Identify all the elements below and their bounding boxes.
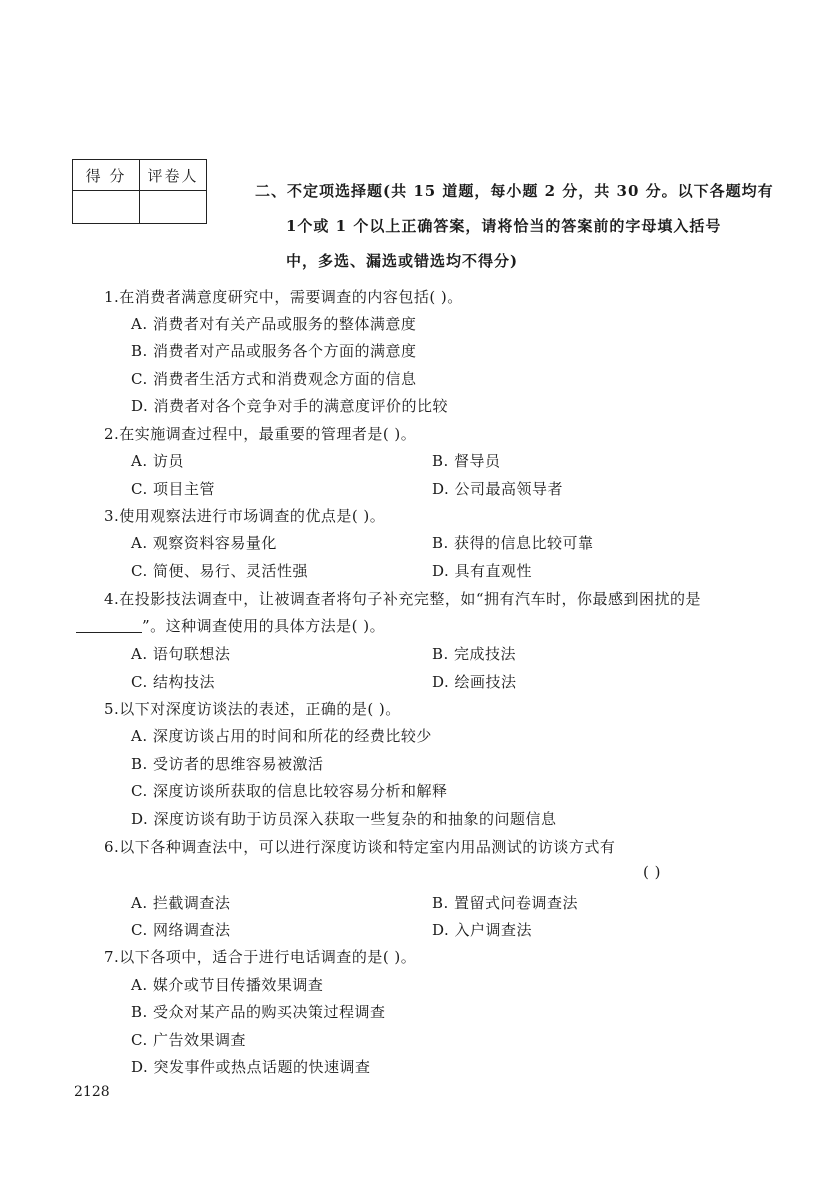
- question-1-option-a: A. 消费者对有关产品或服务的整体满意度: [131, 315, 417, 333]
- question-4-option-b: B. 完成技法: [432, 645, 517, 663]
- score-table: [72, 159, 207, 224]
- score-label: 得 分: [73, 160, 140, 191]
- question-6-option-d: D. 入户调查法: [432, 921, 533, 939]
- question-5-option-c: C. 深度访谈所获取的信息比较容易分析和解释: [131, 782, 448, 800]
- question-4-stem: 4.在投影技法调查中，让被调查者将句子补充完整，如“拥有汽车时，你最感到困扰的是: [104, 590, 701, 608]
- question-7-option-c: C. 广告效果调查: [131, 1031, 246, 1049]
- question-5-option-a: A. 深度访谈占用的时间和所花的经费比较少: [131, 727, 432, 745]
- question-3-option-b: B. 获得的信息比较可靠: [432, 534, 594, 552]
- question-7-option-a: A. 媒介或节目传播效果调查: [131, 976, 324, 994]
- question-2-option-c: C. 项目主管: [131, 480, 215, 498]
- section-header-line2: 1个或 1 个以上正确答案，请将恰当的答案前的字母填入括号: [286, 217, 722, 235]
- question-4-option-a: A. 语句联想法: [131, 645, 231, 663]
- question-7-option-b: B. 受众对某产品的购买决策过程调查: [131, 1003, 386, 1021]
- question-7-stem: 7.以下各项中，适合于进行电话调查的是( )。: [104, 948, 417, 966]
- question-4-stem-continued: ”。这种调查使用的具体方法是( )。: [142, 617, 386, 635]
- section-header-line1: 二、不定项选择题(共 15 道题，每小题 2 分，共 30 分。以下各题均有: [255, 182, 774, 200]
- grader-label: 评卷人: [140, 160, 207, 191]
- page-number: 2128: [74, 1084, 110, 1100]
- score-cell: [73, 191, 140, 224]
- question-5-option-d: D. 深度访谈有助于访员深入获取一些复杂的和抽象的问题信息: [131, 810, 557, 828]
- question-1-option-b: B. 消费者对产品或服务各个方面的满意度: [131, 342, 417, 360]
- question-6-answer-bracket: ( ): [643, 863, 661, 881]
- question-2-option-d: D. 公司最高领导者: [432, 480, 564, 498]
- question-6-option-a: A. 拦截调查法: [131, 894, 231, 912]
- question-2-option-b: B. 督导员: [432, 452, 501, 470]
- section-header-line3: 中，多选、漏选或错选均不得分): [286, 252, 519, 270]
- question-3-stem: 3.使用观察法进行市场调查的优点是( )。: [104, 507, 386, 525]
- question-3-option-a: A. 观察资料容易量化: [131, 534, 277, 552]
- question-5-option-b: B. 受访者的思维容易被激活: [131, 755, 324, 773]
- question-5-stem: 5.以下对深度访谈法的表述，正确的是( )。: [104, 700, 401, 718]
- question-7-option-d: D. 突发事件或热点话题的快速调查: [131, 1058, 371, 1076]
- question-1-option-d: D. 消费者对各个竞争对手的满意度评价的比较: [131, 397, 449, 415]
- grader-cell: [140, 191, 207, 224]
- question-2-option-a: A. 访员: [131, 452, 184, 470]
- question-1-option-c: C. 消费者生活方式和消费观念方面的信息: [131, 370, 417, 388]
- fill-in-blank-line: [76, 632, 142, 633]
- question-4-option-c: C. 结构技法: [131, 673, 215, 691]
- question-1-stem: 1.在消费者满意度研究中，需要调查的内容包括( )。: [104, 288, 463, 306]
- question-6-stem: 6.以下各种调查法中，可以进行深度访谈和特定室内用品测试的访谈方式有: [104, 838, 616, 856]
- question-6-option-b: B. 置留式问卷调查法: [432, 894, 579, 912]
- question-4-option-d: D. 绘画技法: [432, 673, 517, 691]
- question-3-option-c: C. 简便、易行、灵活性强: [131, 562, 308, 580]
- question-6-option-c: C. 网络调查法: [131, 921, 231, 939]
- question-2-stem: 2.在实施调查过程中，最重要的管理者是( )。: [104, 425, 417, 443]
- question-3-option-d: D. 具有直观性: [432, 562, 533, 580]
